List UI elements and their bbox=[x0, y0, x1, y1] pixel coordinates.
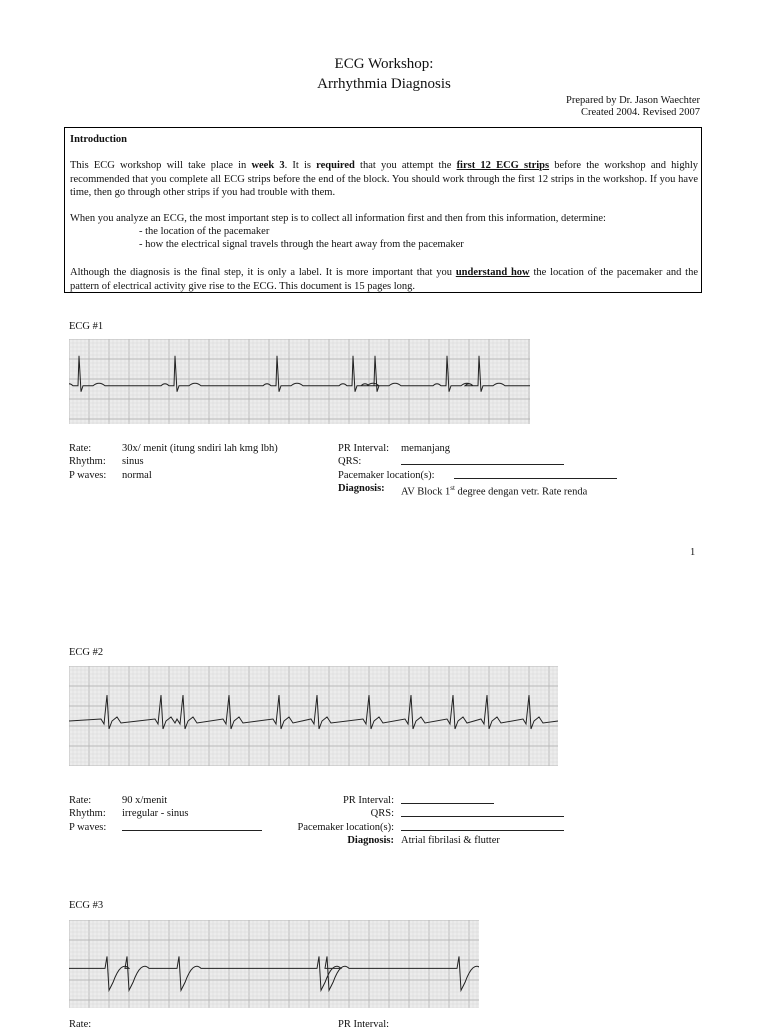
ecg1-pr-value: memanjang bbox=[401, 443, 450, 454]
ecg1-diagnosis-label: Diagnosis: bbox=[338, 483, 385, 494]
intro-text: Although the diagnosis is the final step, it is only a label. It is more important that you bbox=[70, 267, 456, 278]
ecg-waveform bbox=[69, 956, 479, 990]
ecg1-pacemaker-label: Pacemaker location(s): bbox=[338, 470, 435, 481]
ecg1-pr-label: PR Interval: bbox=[338, 443, 390, 454]
ecg2-pwaves-label: P waves: bbox=[69, 822, 107, 833]
ecg-strip-svg bbox=[69, 920, 479, 1008]
ecg2-pr-blank bbox=[401, 794, 494, 808]
ecg1-diagnosis-value bbox=[401, 482, 587, 499]
ecg3-pr-label: PR Interval: bbox=[338, 1019, 390, 1030]
ecg2-diagnosis-label: Diagnosis: bbox=[347, 835, 394, 846]
introduction-heading: Introduction bbox=[70, 134, 127, 145]
diagnosis-sup: st bbox=[450, 484, 455, 492]
ecg2-pacemaker-label: Pacemaker location(s): bbox=[297, 822, 394, 833]
ecg2-qrs-label: QRS: bbox=[370, 808, 394, 819]
ecg2-heading: ECG #2 bbox=[69, 647, 104, 658]
ecg1-pwaves-label: P waves: bbox=[69, 470, 107, 481]
intro-first-strips: first 12 ECG strips bbox=[456, 160, 550, 171]
intro-text: This ECG workshop will take place in bbox=[70, 160, 252, 171]
intro-understand-how: understand how bbox=[455, 267, 530, 278]
intro-text: the location of the pacemaker and the pattern of electrical activity give rise to the ECG. This document is 15 pages long. bbox=[70, 267, 698, 292]
created-date: Created 2004. Revised 2007 bbox=[581, 107, 700, 118]
ecg2-pr-label: PR Interval: bbox=[342, 795, 394, 806]
ecg3-strip bbox=[69, 920, 479, 1008]
introduction-box bbox=[64, 127, 702, 293]
document-title: ECG Workshop: bbox=[334, 56, 434, 72]
ecg1-heading: ECG #1 bbox=[69, 321, 104, 332]
ecg1-pacemaker-blank bbox=[454, 469, 617, 483]
intro-required: required bbox=[316, 160, 355, 171]
ecg1-strip bbox=[69, 339, 530, 424]
ecg1-qrs-blank bbox=[401, 455, 564, 469]
introduction-paragraph-1 bbox=[70, 159, 698, 200]
ecg2-diagnosis-value: Atrial fibrilasi & flutter bbox=[401, 835, 500, 846]
introduction-paragraph-3 bbox=[70, 266, 698, 293]
intro-text: that you attempt the bbox=[354, 160, 457, 171]
introduction-bullet-2: - how the electrical signal travels through the heart away from the pacemaker bbox=[139, 239, 464, 250]
ecg2-qrs-blank bbox=[401, 807, 564, 821]
ecg3-heading: ECG #3 bbox=[69, 900, 104, 911]
ecg1-rhythm-label: Rhythm: bbox=[69, 456, 106, 467]
ecg2-rhythm-value: irregular - sinus bbox=[122, 808, 189, 819]
diagnosis-text: degree dengan vetr. Rate renda bbox=[454, 486, 588, 498]
ecg2-pwaves-blank bbox=[122, 821, 262, 835]
diagnosis-text: AV Block 1 bbox=[401, 486, 451, 498]
ecg1-pwaves-value: normal bbox=[122, 470, 152, 481]
ecg2-rate-label: Rate: bbox=[69, 795, 92, 806]
ecg1-rate-label: Rate: bbox=[69, 443, 92, 454]
ecg-strip-svg bbox=[69, 666, 558, 766]
intro-text: before the workshop and highly recommended that you complete all ECG strips before the end of the block. You should work through the first 12 strips in the workshop. If you have time, then go through other strips if you had trouble with them. bbox=[70, 160, 698, 198]
ecg2-pacemaker-blank bbox=[401, 821, 564, 835]
document-subtitle: Arrhythmia Diagnosis bbox=[317, 76, 451, 92]
intro-text: . It is bbox=[284, 160, 317, 171]
ecg1-qrs-label: QRS: bbox=[338, 456, 362, 467]
ecg-strip-svg bbox=[69, 339, 530, 424]
ecg1-rate-value: 30x/ menit (itung sndiri lah kmg lbh) bbox=[122, 443, 278, 454]
ecg2-rate-value: 90 x/menit bbox=[122, 795, 168, 806]
intro-week: week 3 bbox=[251, 160, 285, 171]
ecg2-strip bbox=[69, 666, 558, 766]
ecg-waveform bbox=[69, 695, 558, 729]
ecg2-rhythm-label: Rhythm: bbox=[69, 808, 106, 819]
introduction-paragraph-2: When you analyze an ECG, the most important step is to collect all information first and then from this information, determine: bbox=[70, 213, 606, 224]
page-number: 1 bbox=[690, 547, 696, 558]
ecg1-rhythm-value: sinus bbox=[122, 456, 144, 467]
introduction-bullet-1: - the location of the pacemaker bbox=[139, 226, 270, 237]
ecg3-rate-label: Rate: bbox=[69, 1019, 92, 1030]
prepared-by: Prepared by Dr. Jason Waechter bbox=[566, 95, 700, 106]
